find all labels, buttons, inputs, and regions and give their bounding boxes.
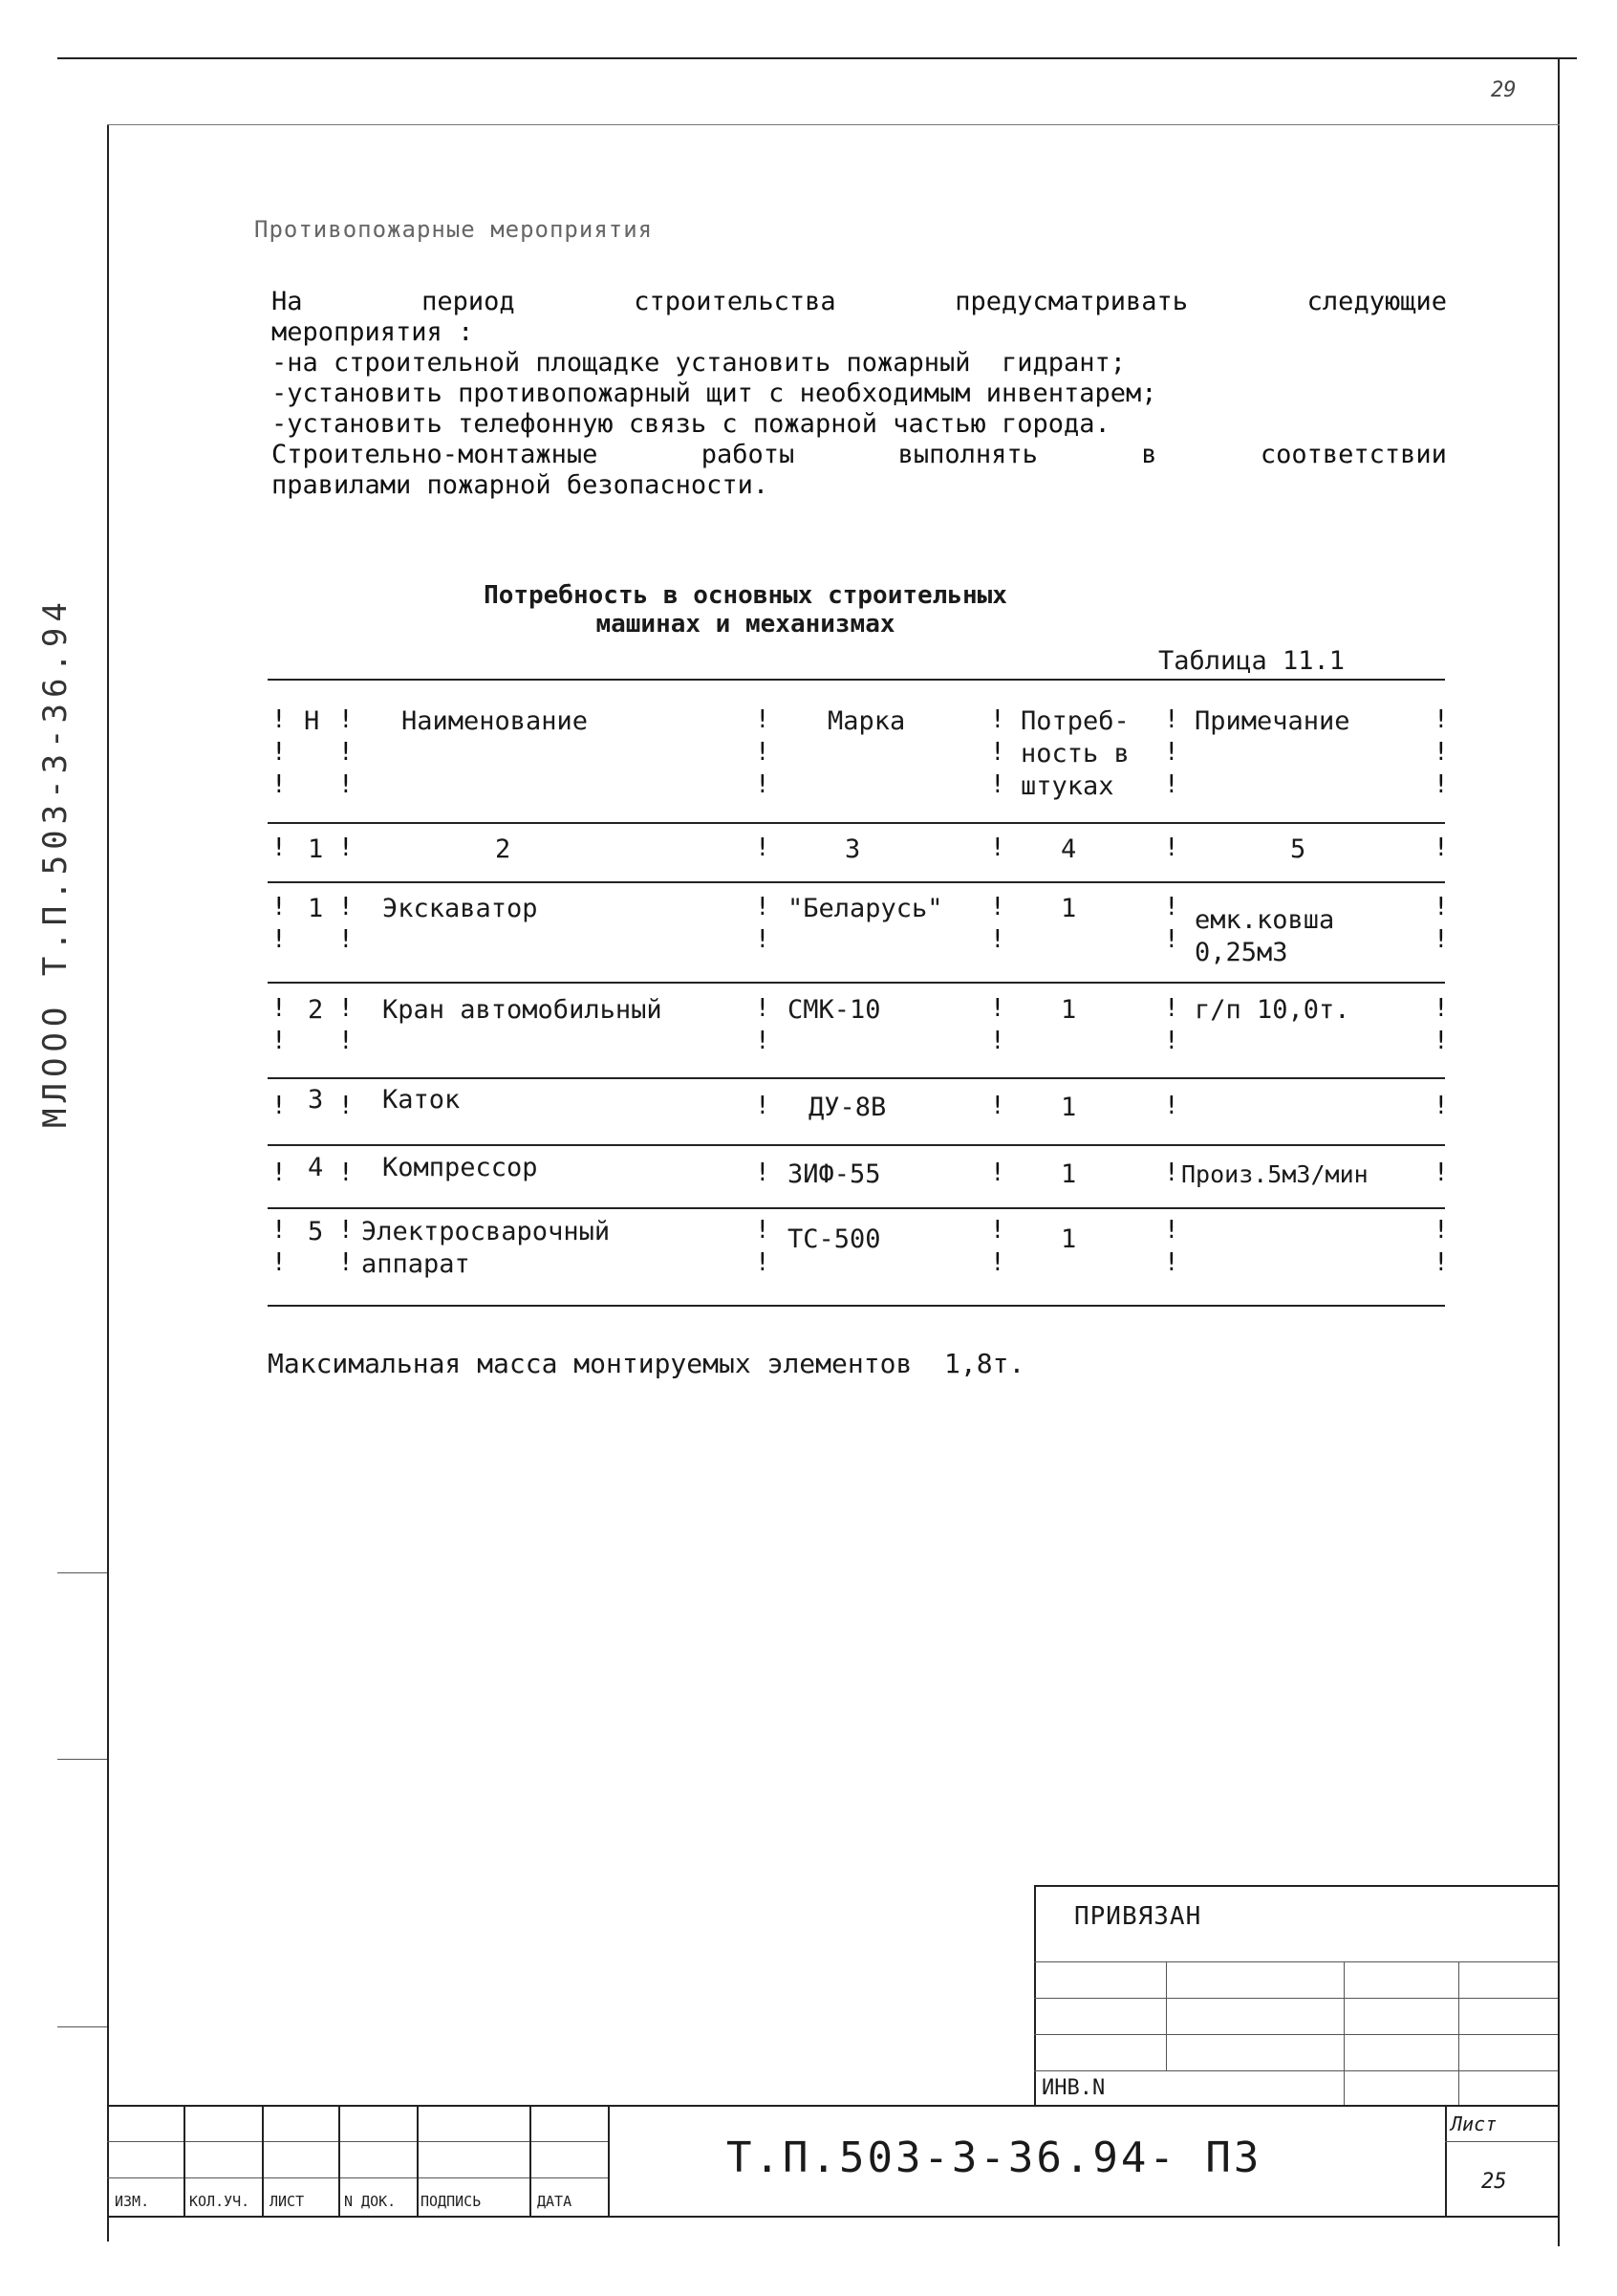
paragraph-line-1 [271,287,1447,317]
row-2-mark: СМК-10 [787,995,881,1025]
row-5-mark: ТС-500 [787,1224,881,1254]
title-strip-col [608,2105,610,2216]
row-1-qty: 1 [1061,894,1077,923]
column-separator-mark: ! [338,1092,354,1120]
table-rule [268,1144,1445,1146]
column-separator-mark: ! [1164,893,1179,921]
column-separator-mark: ! [990,705,1005,734]
column-separator-mark: ! [271,1248,287,1277]
column-separator-mark: ! [1434,1092,1449,1120]
row-1-n: 1 [308,894,324,923]
column-separator-mark: ! [271,834,287,862]
column-separator-mark: ! [1164,1248,1179,1277]
word: На [271,287,303,316]
row-5-name-line-2: аппарат [361,1249,470,1279]
section-heading: Противопожарные мероприятия [254,216,654,243]
column-separator-mark: ! [1164,1027,1179,1055]
column-separator-mark: ! [755,925,770,954]
column-separator-mark: ! [338,770,354,799]
column-separator-mark: ! [1164,1216,1179,1245]
column-separator-mark: ! [1434,893,1449,921]
table-caption-line-1: Потребность в основных строительных [484,581,1007,610]
word: соответствии [1260,440,1447,469]
column-separator-mark: ! [271,1027,287,1055]
col-number-1: 1 [308,834,324,864]
column-separator-mark: ! [755,1159,770,1187]
title-strip-row [107,2177,608,2178]
margin-divider-3 [57,2026,107,2027]
table-rule [268,822,1445,824]
table-rule [268,982,1445,984]
column-separator-mark: ! [990,1248,1005,1277]
corner-page-number: 29 [1491,78,1517,102]
paragraph-line-4: -установить противопожарный щит с необходимым инвентарем; [271,379,1157,408]
stamp-left-line [1034,1885,1036,2105]
column-separator-mark: ! [1164,1159,1179,1187]
table-rule [268,679,1445,681]
column-separator-mark: ! [338,834,354,862]
column-separator-mark: ! [755,1248,770,1277]
margin-divider-2 [57,1759,107,1760]
header-col-name: Наименование [401,706,589,736]
stamp-row-line [1034,1998,1558,1999]
title-strip-col [262,2105,264,2216]
column-separator-mark: ! [755,705,770,734]
column-separator-mark: ! [1164,1092,1179,1120]
col-number-4: 4 [1061,834,1077,864]
column-separator-mark: ! [1434,925,1449,954]
column-separator-mark: ! [1164,738,1179,767]
paragraph-line-7: правилами пожарной безопасности. [271,470,769,500]
column-separator-mark: ! [755,893,770,921]
column-separator-mark: ! [990,1027,1005,1055]
row-4-mark: ЗИФ-55 [787,1159,881,1189]
row-3-qty: 1 [1061,1093,1077,1122]
column-separator-mark: ! [1434,834,1449,862]
frame-inner-top [107,124,1560,125]
column-separator-mark: ! [1164,925,1179,954]
column-separator-mark: ! [755,1216,770,1245]
row-2-qty: 1 [1061,995,1077,1025]
frame-top-line [57,57,1577,59]
inv-label: ИНВ.N [1042,2076,1106,2100]
column-separator-mark: ! [271,1092,287,1120]
title-strip-col [338,2105,340,2216]
column-separator-mark: ! [271,738,287,767]
row-3-mark: ДУ-8В [808,1093,887,1122]
word: предусматривать [955,287,1189,316]
header-col-mark: Марка [828,706,906,736]
row-3-name: Каток [382,1085,461,1115]
column-separator-mark: ! [1434,1027,1449,1055]
column-separator-mark: ! [990,738,1005,767]
label-izm: ИЗМ. [115,2193,150,2210]
paragraph-line-6 [271,440,1447,470]
paragraph-line-5: -установить телефонную связь с пожарной частью города. [271,409,1110,439]
column-separator-mark: ! [338,893,354,921]
title-strip-row [107,2141,608,2142]
column-separator-mark: ! [990,994,1005,1023]
stamp-top-line [1034,1885,1558,1887]
column-separator-mark: ! [990,893,1005,921]
stamp-col-line [1166,1961,1167,2070]
margin-divider-1 [57,1572,107,1573]
column-separator-mark: ! [1434,1216,1449,1245]
header-col-qty-line-2: ность в [1021,739,1130,769]
column-separator-mark: ! [990,1159,1005,1187]
row-2-name: Кран автомобильный [382,995,662,1025]
column-separator-mark: ! [1164,834,1179,862]
column-separator-mark: ! [271,994,287,1023]
column-separator-mark: ! [1434,770,1449,799]
stamp-col-line [1344,1961,1345,2105]
header-col-qty-line-3: штуках [1021,771,1114,801]
column-separator-mark: ! [271,1159,287,1187]
table-caption-line-2: машинах и механизмах [595,610,895,639]
column-separator-mark: ! [338,1216,354,1245]
column-separator-mark: ! [1434,994,1449,1023]
column-separator-mark: ! [990,1092,1005,1120]
title-strip-bottom [107,2216,1558,2218]
column-separator-mark: ! [990,770,1005,799]
side-document-code: МЛООО Т.П.503-3-36.94 [36,596,75,1128]
header-col-note: Примечание [1195,706,1350,736]
label-list: ЛИСТ [270,2193,305,2210]
title-strip-top [107,2105,1558,2107]
column-separator-mark: ! [338,1248,354,1277]
column-separator-mark: ! [1164,705,1179,734]
row-2-n: 2 [308,995,324,1025]
column-separator-mark: ! [338,994,354,1023]
column-separator-mark: ! [271,925,287,954]
word: работы [701,440,795,469]
column-separator-mark: ! [755,770,770,799]
table-number: Таблица 11.1 [1158,646,1346,676]
column-separator-mark: ! [990,925,1005,954]
frame-left-line [107,124,109,2242]
title-strip-col [529,2105,531,2216]
label-podpis: ПОДПИСЬ [420,2193,482,2210]
column-separator-mark: ! [755,994,770,1023]
column-separator-mark: ! [755,1092,770,1120]
column-separator-mark: ! [271,770,287,799]
table-rule [268,1077,1445,1079]
column-separator-mark: ! [990,834,1005,862]
row-3-n: 3 [308,1085,324,1115]
row-5-name-line-1: Электросварочный [361,1217,611,1246]
column-separator-mark: ! [755,738,770,767]
label-kol-uch: КОЛ.УЧ. [189,2193,250,2210]
paragraph-line-2: мероприятия : [271,317,474,347]
column-separator-mark: ! [1164,770,1179,799]
column-separator-mark: ! [1434,1159,1449,1187]
column-separator-mark: ! [1434,705,1449,734]
column-separator-mark: ! [1434,1248,1449,1277]
row-1-name: Экскаватор [382,894,538,923]
table-caption [382,581,1109,639]
row-4-note: Произ.5м3/мин [1181,1160,1369,1188]
word: в [1141,440,1157,469]
title-strip-col [1445,2105,1447,2216]
col-number-5: 5 [1290,834,1306,864]
header-col-n: Н [304,706,320,736]
word: Строительно-монтажные [271,440,598,469]
row-4-name: Компрессор [382,1153,538,1182]
column-separator-mark: ! [1434,738,1449,767]
title-strip-col [183,2105,185,2216]
column-separator-mark: ! [338,1159,354,1187]
row-5-qty: 1 [1061,1224,1077,1254]
stamp-row-line [1034,1961,1558,1962]
column-separator-mark: ! [338,925,354,954]
header-col-qty-line-1: Потреб- [1021,706,1130,736]
column-separator-mark: ! [271,893,287,921]
stamp-col-line [1458,1961,1459,2105]
table-rule [268,1207,1445,1209]
column-separator-mark: ! [1164,994,1179,1023]
row-4-n: 4 [308,1153,324,1182]
word: строительства [634,287,836,316]
max-mass-note: Максимальная масса монтируемых элементов 1,8т. [268,1348,1025,1379]
column-separator-mark: ! [755,834,770,862]
col-number-3: 3 [845,834,861,864]
row-5-n: 5 [308,1217,324,1246]
paragraph-line-3: -на строительной площадке установить пожарный гидрант; [271,348,1127,378]
column-separator-mark: ! [271,705,287,734]
row-1-mark: "Беларусь" [787,894,943,923]
table-rule [268,881,1445,883]
frame-right-line [1558,57,1560,2246]
column-separator-mark: ! [271,1216,287,1245]
row-1-note-line-2: 0,25м3 [1195,938,1288,967]
row-1-note-line-1: емк.ковша [1195,905,1335,935]
label-n-dok: N ДОК. [344,2193,397,2210]
column-separator-mark: ! [338,738,354,767]
column-separator-mark: ! [755,1027,770,1055]
document-code: Т.П.503-3-36.94- ПЗ [726,2134,1262,2182]
col-number-2: 2 [495,834,511,864]
column-separator-mark: ! [338,705,354,734]
row-2-note: г/п 10,0т. [1195,995,1350,1025]
sheet-number: 25 [1481,2170,1507,2194]
label-data: ДАТА [537,2193,572,2210]
table-rule [268,1305,1445,1307]
title-strip-col [417,2105,419,2216]
word: выполнять [897,440,1038,469]
sheet-label: Лист [1451,2112,1498,2135]
word: период [421,287,515,316]
sheet-box-divider [1445,2141,1558,2142]
row-4-qty: 1 [1061,1159,1077,1189]
column-separator-mark: ! [338,1027,354,1055]
fire-safety-paragraph [271,287,1447,501]
privyazan-label: ПРИВЯЗАН [1074,1902,1202,1931]
column-separator-mark: ! [990,1216,1005,1245]
stamp-row-line [1034,2070,1558,2071]
stamp-row-line [1034,2034,1558,2035]
word: следующие [1306,287,1447,316]
